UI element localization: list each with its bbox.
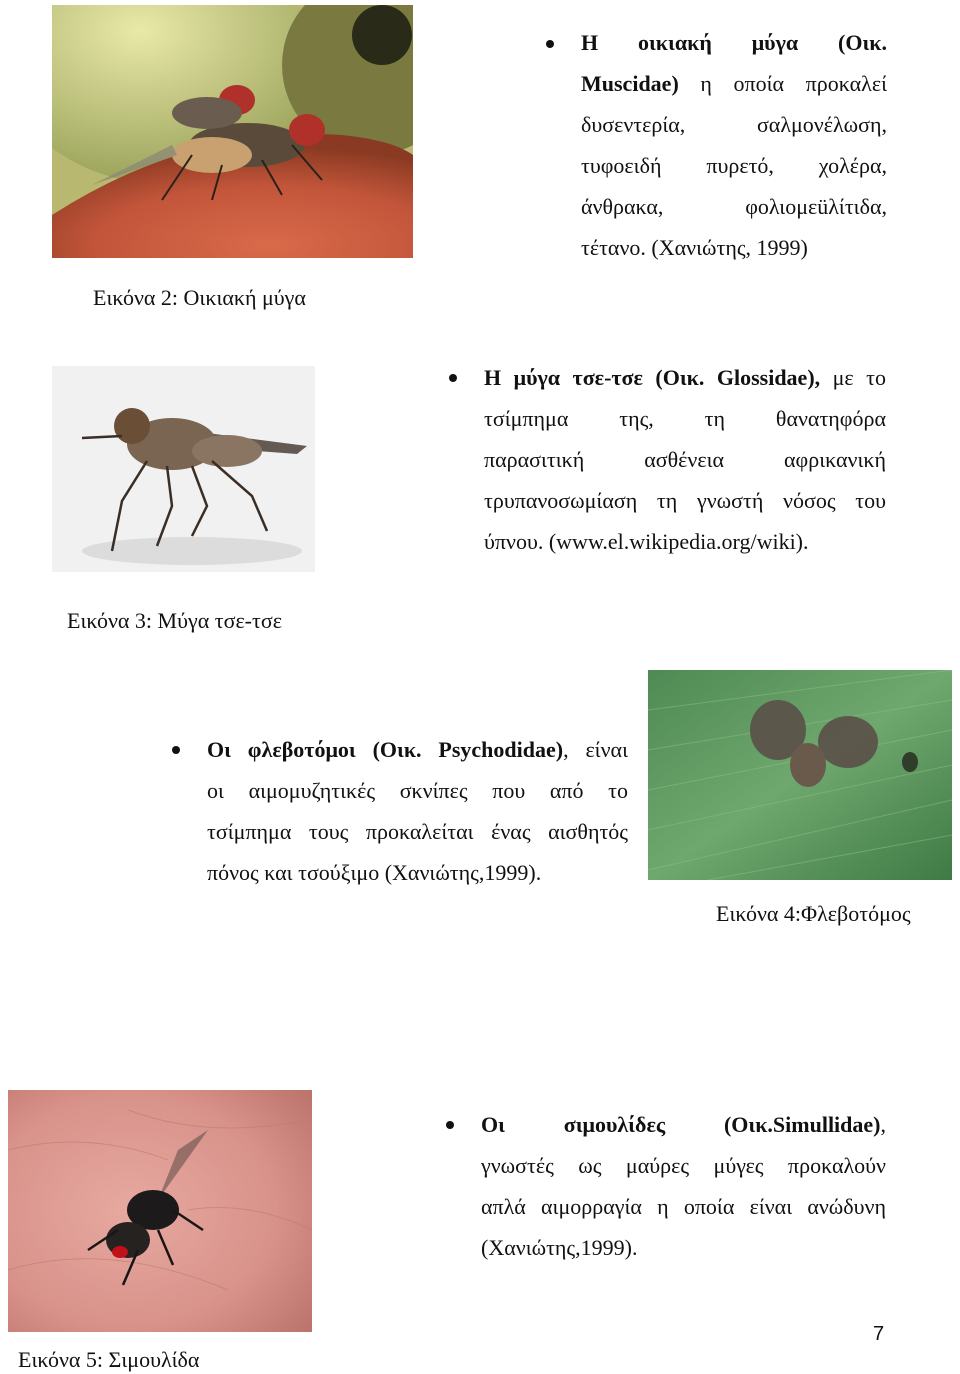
text-line: Οι σιμουλίδες (Οικ.Simullidae),: [481, 1112, 886, 1137]
tsetse-text: [484, 357, 886, 562]
page-number: 7: [873, 1323, 885, 1345]
text-line: τέτανο. (Χανιώτης, 1999): [581, 235, 808, 260]
figure-caption: Εικόνα 4:Φλεβοτόμος: [716, 901, 911, 926]
text-line: Muscidae) η οποία προκαλεί: [581, 71, 887, 96]
text-line: οι αιμομυζητικές σκνίπες που από το: [207, 778, 628, 803]
text-line: τσίμπημα τους προκαλείται ένας αισθητός: [207, 819, 628, 844]
text-line: (Χανιώτης,1999).: [481, 1235, 638, 1260]
text-line: Η οικιακή μύγα (Οικ.: [581, 30, 887, 55]
figure-caption: Εικόνα 3: Μύγα τσε-τσε: [67, 608, 282, 633]
sandfly-text: [207, 729, 628, 893]
bullet: [449, 374, 457, 382]
tsetse-photo: [52, 366, 315, 572]
text-line: Οι φλεβοτόμοι (Οικ. Psychodidae), είναι: [207, 737, 628, 762]
figure-caption: Εικόνα 5: Σιμουλίδα: [18, 1347, 200, 1372]
text-line: τσίμπημα της, τη θανατηφόρα: [484, 406, 886, 431]
blackfly-text: [481, 1104, 886, 1268]
housefly-photo: [52, 5, 413, 258]
text-line: τρυπανοσωμίαση τη γνωστή νόσος του: [484, 488, 886, 513]
bullet: [172, 746, 180, 754]
text-line: πόνος και τσούξιμο (Χανιώτης,1999).: [207, 860, 542, 885]
text-line: παρασιτική ασθένεια αφρικανική: [484, 447, 886, 472]
text-line: Η μύγα τσε-τσε (Οικ. Glossidae), με το: [484, 365, 886, 390]
bullet: [546, 40, 554, 48]
text-line: απλά αιμορραγία η οποία είναι ανώδυνη: [481, 1194, 886, 1219]
housefly-text: [581, 22, 887, 268]
sandfly-photo: [648, 670, 952, 880]
bullet: [446, 1121, 454, 1129]
figure-caption: Εικόνα 2: Οικιακή μύγα: [93, 285, 306, 310]
blackfly-photo: [8, 1090, 312, 1332]
text-line: ύπνου. (www.el.wikipedia.org/wiki).: [484, 529, 809, 554]
text-line: τυφοειδή πυρετό, χολέρα,: [581, 153, 887, 178]
text-line: δυσεντερία, σαλμονέλωση,: [581, 112, 887, 137]
text-line: άνθρακα, φολιομεüλίτιδα,: [581, 194, 887, 219]
text-line: γνωστές ως μαύρες μύγες προκαλούν: [481, 1153, 886, 1178]
